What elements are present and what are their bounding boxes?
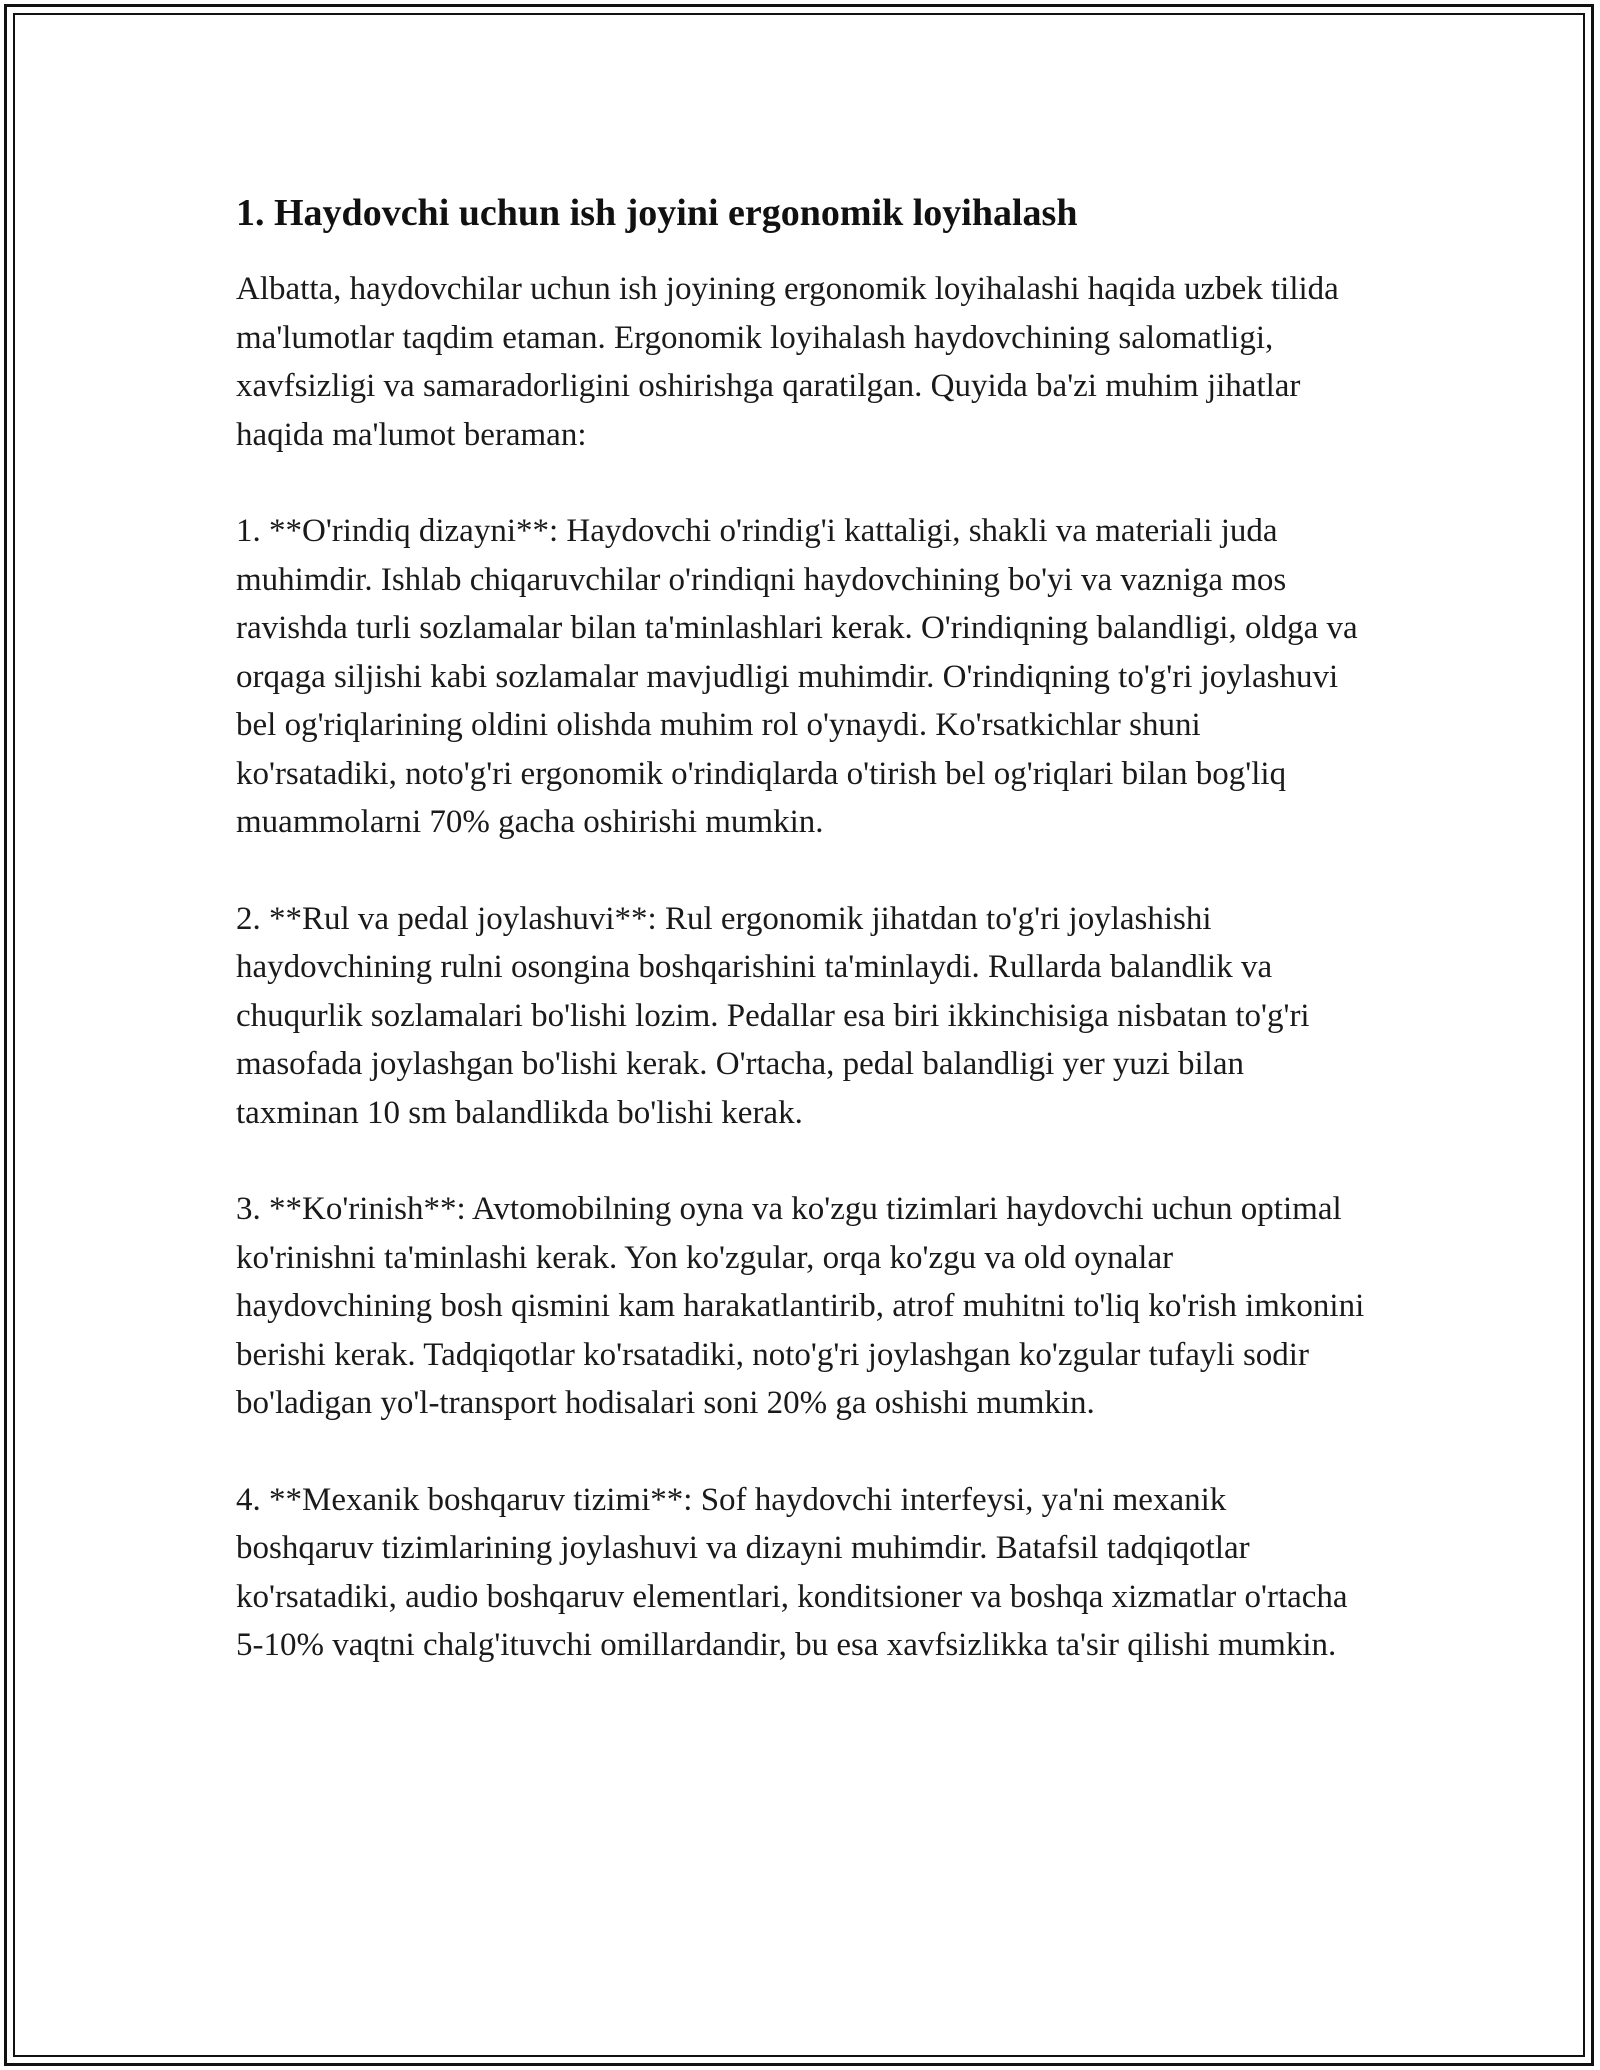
section-paragraph-4: 4. **Mexanik boshqaruv tizimi**: Sof haydovchi interfeysi, ya'ni mexanik boshqaruv tizimlarining joylashuvi va dizayni muhimdir. Batafsil tadqiqotlar ko'rsatadiki, audio boshqaruv elementlari, konditsioner va boshqa xizmatlar o'rtacha 5-10% vaqtni chalg'ituvchi omillardandir, bu esa xavfsizlikka ta'sir qilishi mumkin. [236, 1481, 1348, 1663]
section-paragraph-1: 1. **O'rindiq dizayni**: Haydovchi o'rindig'i kattaligi, shakli va materiali juda muhimdir. Ishlab chiqaruvchilar o'rindiqni haydovchining bo'yi va vazniga mos ravishda turli sozlamalar bilan ta'minlashlari kerak. O'rindiqning balandligi, oldga va orqaga siljishi kabi sozlamalar mavjudligi muhimdir. O'rindiqning to'g'ri joylashuvi bel og'riqlarining oldini olishda muhim rol o'ynaydi. Ko'rsatkichlar shuni ko'rsatadiki, noto'g'ri ergonomik o'rindiqlarda o'tirish bel og'riqlari bilan bog'liq muammolarni 70% gacha oshirishi mumkin. [236, 513, 1358, 840]
document-title: 1. Haydovchi uchun ish joyini ergonomik loyihalash [236, 192, 1078, 234]
intro-paragraph: Albatta, haydovchilar uchun ish joyining ergonomik loyihalashi haqida uzbek tilida ma'lumotlar taqdim etaman. Ergonomik loyihalash haydovchining salomatligi, xavfsizligi va samaradorligini oshirishga qaratilgan. Quyida ba'zi muhim jihatlar haqida ma'lumot beraman: [236, 271, 1339, 453]
section-paragraph-3: 3. **Ko'rinish**: Avtomobilning oyna va ko'zgu tizimlari haydovchi uchun optimal ko'rinishni ta'minlashi kerak. Yon ko'zgular, orqa ko'zgu va old oynalar haydovchining bosh qismini kam harakatlantirib, atrof muhitni to'liq ko'rish imkonini berishi kerak. Tadqiqotlar ko'rsatadiki, noto'g'ri joylashgan ko'zgular tufayli sodir bo'ladigan yo'l-transport hodisalari soni 20% ga oshishi mumkin. [236, 1191, 1365, 1421]
section-paragraph-2: 2. **Rul va pedal joylashuvi**: Rul ergonomik jihatdan to'g'ri joylashishi haydovchining rulni osongina boshqarishini ta'minlaydi. Rullarda balandlik va chuqurlik sozlamalari bo'lishi lozim. Pedallar esa biri ikkinchisiga nisbatan to'g'ri masofada joylashgan bo'lishi kerak. O'rtacha, pedal balandligi yer yuzi bilan taxminan 10 sm balandlikda bo'lishi kerak. [236, 900, 1310, 1131]
document-body [236, 185, 1366, 1718]
